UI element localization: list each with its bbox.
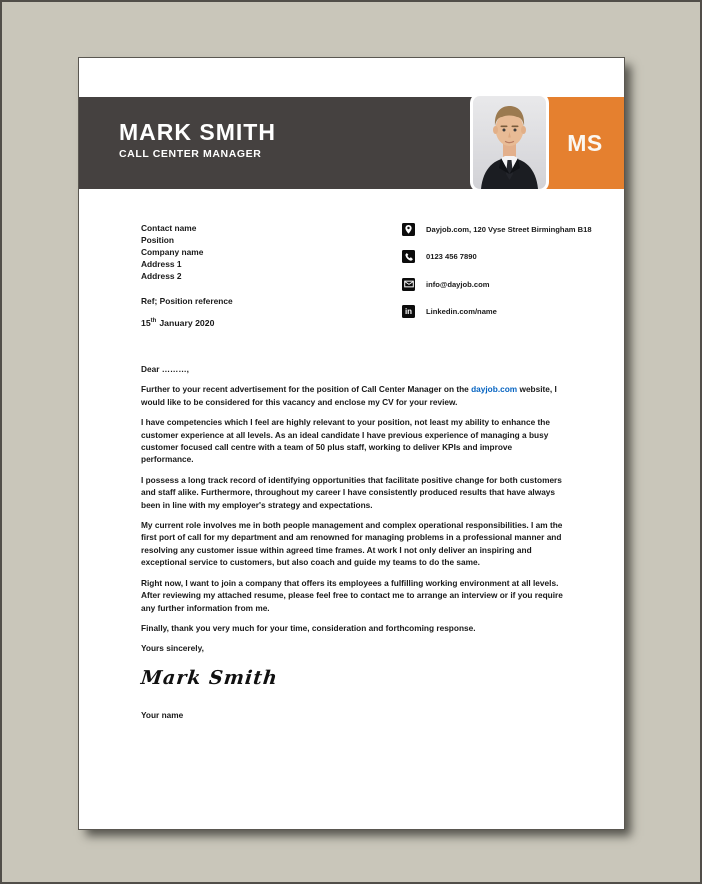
contact-phone-text: 0123 456 7890	[426, 252, 477, 261]
letter-body	[141, 363, 565, 730]
paragraph-text: website, I would like to be considered for this vacancy and enclose my CV for your review.	[141, 384, 557, 407]
linkedin-icon	[402, 305, 415, 318]
dayjob-link[interactable]: dayjob.com	[471, 384, 518, 395]
signoff-name-placeholder: Your name	[141, 710, 184, 721]
contact-row-address	[402, 222, 592, 236]
date-day: 15	[141, 318, 151, 328]
person-job-title: CALL CENTER MANAGER	[119, 148, 262, 160]
portrait-photo-graphic	[473, 96, 546, 189]
recipient-line: Company name	[141, 247, 204, 258]
contact-email-text: info@dayjob.com	[426, 279, 490, 289]
recipient-line: Position	[141, 235, 175, 246]
closing-line: Yours sincerely,	[141, 643, 204, 654]
header-identity	[119, 119, 276, 161]
date-month-year: January 2020	[159, 318, 215, 328]
recipient-address-block	[141, 222, 203, 282]
recipient-line: Address 1	[141, 259, 182, 270]
recipient-line: Address 2	[141, 271, 182, 282]
contact-row-linkedin	[402, 305, 592, 319]
salutation: Dear ………,	[141, 364, 189, 374]
initials-block	[546, 97, 624, 189]
letter-paragraph-1	[141, 383, 565, 408]
letter-paragraph-4: My current role involves me in both people management and complex operational responsibilities. I am the first port of call for my department and am renowned for managing problems in a professional manner and resolving any customer issue within agreed time frames. At work I not only deliver an inspiring and exceptional service to customers, but also coach and guide my teams to do the same.	[141, 520, 563, 568]
contact-linkedin-text: Linkedin.com/name	[426, 307, 497, 316]
letter-paragraph-5: Right now, I want to join a company that offers its employees a fulfilling working environment at all levels. After reviewing my attached resume, please feel free to contact me to arrange an interview or if you require any further information from me.	[141, 577, 563, 613]
linkedin-glyph: in	[404, 307, 413, 316]
contact-row-email	[402, 277, 592, 291]
reference-line: Ref; Position reference	[141, 296, 233, 306]
letter-paragraph-6: Finally, thank you very much for your time, consideration and forthcoming response.	[141, 622, 476, 633]
initials-monogram: MS	[567, 129, 603, 156]
header-band	[79, 97, 624, 189]
cover-letter-page	[78, 57, 625, 830]
person-name: MARK SMITH	[119, 119, 276, 145]
handwritten-signature: Mark Smith	[139, 666, 279, 689]
location-icon	[402, 223, 415, 236]
letter-date	[141, 318, 214, 328]
contact-row-phone	[402, 250, 592, 264]
paragraph-text: Further to your recent advertisement for the position of Call Center Manager on the	[141, 384, 472, 395]
date-ordinal-suffix: th	[150, 318, 157, 325]
phone-icon	[402, 250, 415, 263]
letter-paragraph-3: I possess a long track record of identifying opportunities that facilitate positive change for both customers and staff alike. Furthermore, throughout my career I have consistently produced results that have always been in line with my employer's strategy and expectations.	[141, 474, 562, 510]
letter-paragraph-2: I have competencies which I feel are highly relevant to your position, not least my ability to enhance the customer experience at all levels. As an ideal candidate I have previous experience of managing a busy customer focused call centre with a team of 50 plus staff, working to deliver KPIs and improve performance.	[141, 417, 550, 465]
sender-contact-block	[402, 222, 592, 332]
profile-photo	[470, 93, 549, 192]
email-icon	[402, 278, 415, 291]
recipient-line: Contact name	[141, 223, 197, 233]
contact-address-text: Dayjob.com, 120 Vyse Street Birmingham B18	[426, 224, 592, 234]
